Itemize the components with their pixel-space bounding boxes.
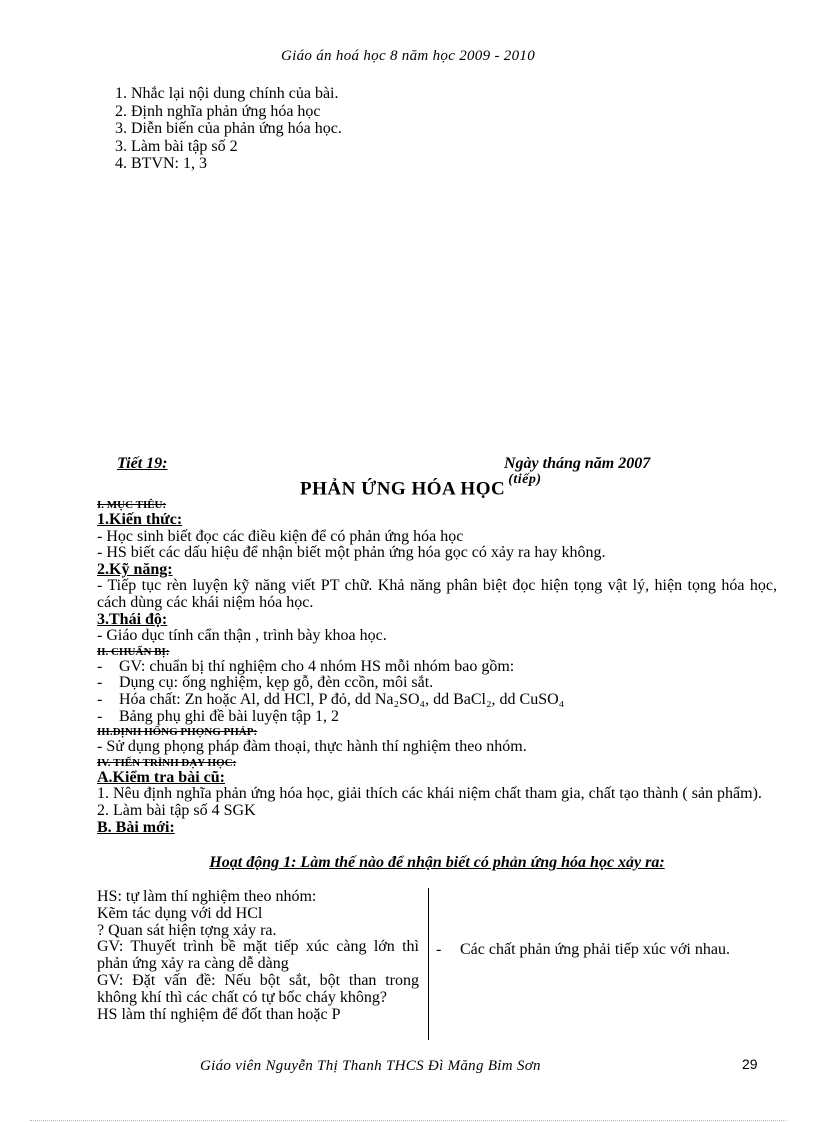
section-chuan-bi: II. CHUẨN BỊ:: [97, 645, 170, 658]
section-bai-moi: B. Bài mới:: [97, 818, 175, 836]
page-footer: Giáo viên Nguyễn Thị Thanh THCS Đì Măng Bỉm Sơn: [200, 1058, 541, 1074]
section-ky-nang: 2.Kỹ năng:: [97, 560, 173, 578]
lesson-title-sup: (tiếp): [508, 472, 542, 487]
lesson-title-text: PHẢN ỨNG HÓA HỌC: [300, 478, 506, 500]
page-bottom-divider: [30, 1120, 786, 1121]
lesson-body: [97, 498, 777, 836]
bullet-dash: -: [436, 941, 442, 958]
activity-left-line: HS: tự làm thí nghiệm theo nhóm:: [97, 888, 317, 905]
activity-left-line: HS làm thí nghiệm để đốt than hoặc P: [97, 1005, 341, 1023]
activity-right-text: Các chất phản ứng phải tiếp xúc với nhau.: [460, 941, 730, 958]
chuan-bi-item: [97, 692, 777, 709]
lesson-number: Tiết 19:: [117, 455, 168, 472]
chuan-bi-item: [97, 675, 777, 692]
kiem-tra-text: 1. Nêu định nghĩa phản ứng hóa học, giải thích các khái niệm chất tham gia, chất tạo thành ( sản phẩm).: [97, 785, 762, 803]
page-header: Giáo án hoá học 8 năm học 2009 - 2010: [281, 48, 535, 64]
kiem-tra-text-2: 2. Làm bài tập số 4 SGK: [97, 801, 256, 819]
chuan-bi-text: Bảng phụ ghi đề bài luyện tập 1, 2: [119, 707, 339, 725]
kien-thuc-item: - Học sinh biết đọc các điều kiện để có phản ứng hóa học: [97, 527, 464, 545]
activity-title: Hoạt động 1: Làm thế nào để nhận biết có phản ứng hóa học xảy ra:: [209, 854, 665, 871]
chuan-bi-text: Dụng cụ: ống nghiệm, kẹp gỗ, đèn ccồn, môi sắt.: [119, 674, 434, 692]
activity-left-line: GV: Thuyết trình bề mặt tiếp xúc càng lớn thì phản ứng xảy ra càng dễ dàng: [97, 938, 419, 973]
kien-thuc-item: - HS biết các dấu hiệu để nhận biết một phản ứng hóa gọc có xảy ra hay không.: [97, 544, 606, 562]
thai-do-text: - Giáo dục tính cẩn thận , trình bày khoa học.: [97, 627, 387, 645]
lesson-date: Ngày tháng năm 2007: [504, 455, 651, 472]
recap-item: 3. Làm bài tập số 2: [115, 137, 238, 155]
recap-item: 3. Diễn biến của phản ứng hóa học.: [115, 120, 342, 137]
dinh-huong-text: - Sử dụng phọng pháp đàm thoại, thực hành thí nghiệm theo nhóm.: [97, 738, 527, 756]
bullet-dash: -: [97, 674, 103, 692]
activity-left-line: ? Quan sát hiện tợng xảy ra.: [97, 921, 277, 939]
section-tien-trinh: IV. TIẾN TRÌNH DẠY HỌC:: [97, 756, 237, 769]
column-divider: [428, 888, 429, 1040]
recap-item: 2. Định nghĩa phản ứng hóa học: [115, 102, 321, 120]
activity-left-column: [97, 889, 419, 1023]
chuan-bi-item: [97, 659, 777, 676]
activity-left-line: Kẽm tác dụng với dd HCl: [97, 904, 263, 922]
section-kien-thuc: 1.Kiến thức:: [97, 511, 183, 528]
recap-list: [115, 85, 342, 173]
chuan-bi-text: GV: chuẩn bị thí nghiệm cho 4 nhóm HS mỗi nhóm bao gồm:: [119, 657, 515, 675]
ky-nang-text: - Tiếp tục rèn luyện kỹ năng viết PT chữ. Khả năng phân biệt đọc hiện tọng vật lý, hiện tọng hóa học, cách dùng các khái niệm hóa học.: [97, 577, 777, 611]
bullet-dash: -: [97, 657, 103, 675]
chuan-bi-item: [97, 709, 777, 726]
section-kiem-tra: A.Kiểm tra bài cũ:: [97, 768, 225, 786]
recap-item: 4. BTVN: 1, 3: [115, 155, 207, 172]
bullet-dash: -: [97, 707, 103, 725]
chuan-bi-text: Hóa chất: Zn hoặc Al, dd HCl, P đỏ, dd Na₂SO₄, dd BaCl₂, dd CuSO₄: [119, 690, 565, 708]
recap-item: 1. Nhắc lại nội dung chính của bài.: [115, 85, 339, 102]
lesson-title: [300, 472, 542, 500]
section-dinh-huong: III.ĐỊNH HỐNG PHỌNG PHÁP:: [97, 726, 258, 739]
activity-right-column: [436, 941, 758, 958]
section-muc-tieu: I. MỤC TIÊU:: [97, 499, 167, 511]
section-thai-do: 3.Thái độ:: [97, 610, 168, 628]
page-number: 29: [742, 1056, 758, 1072]
bullet-dash: -: [97, 690, 103, 708]
activity-left-line: GV: Đặt vấn đề: Nếu bột sắt, bột than trong không khí thì các chất có tự bốc cháy không?: [97, 971, 419, 1006]
